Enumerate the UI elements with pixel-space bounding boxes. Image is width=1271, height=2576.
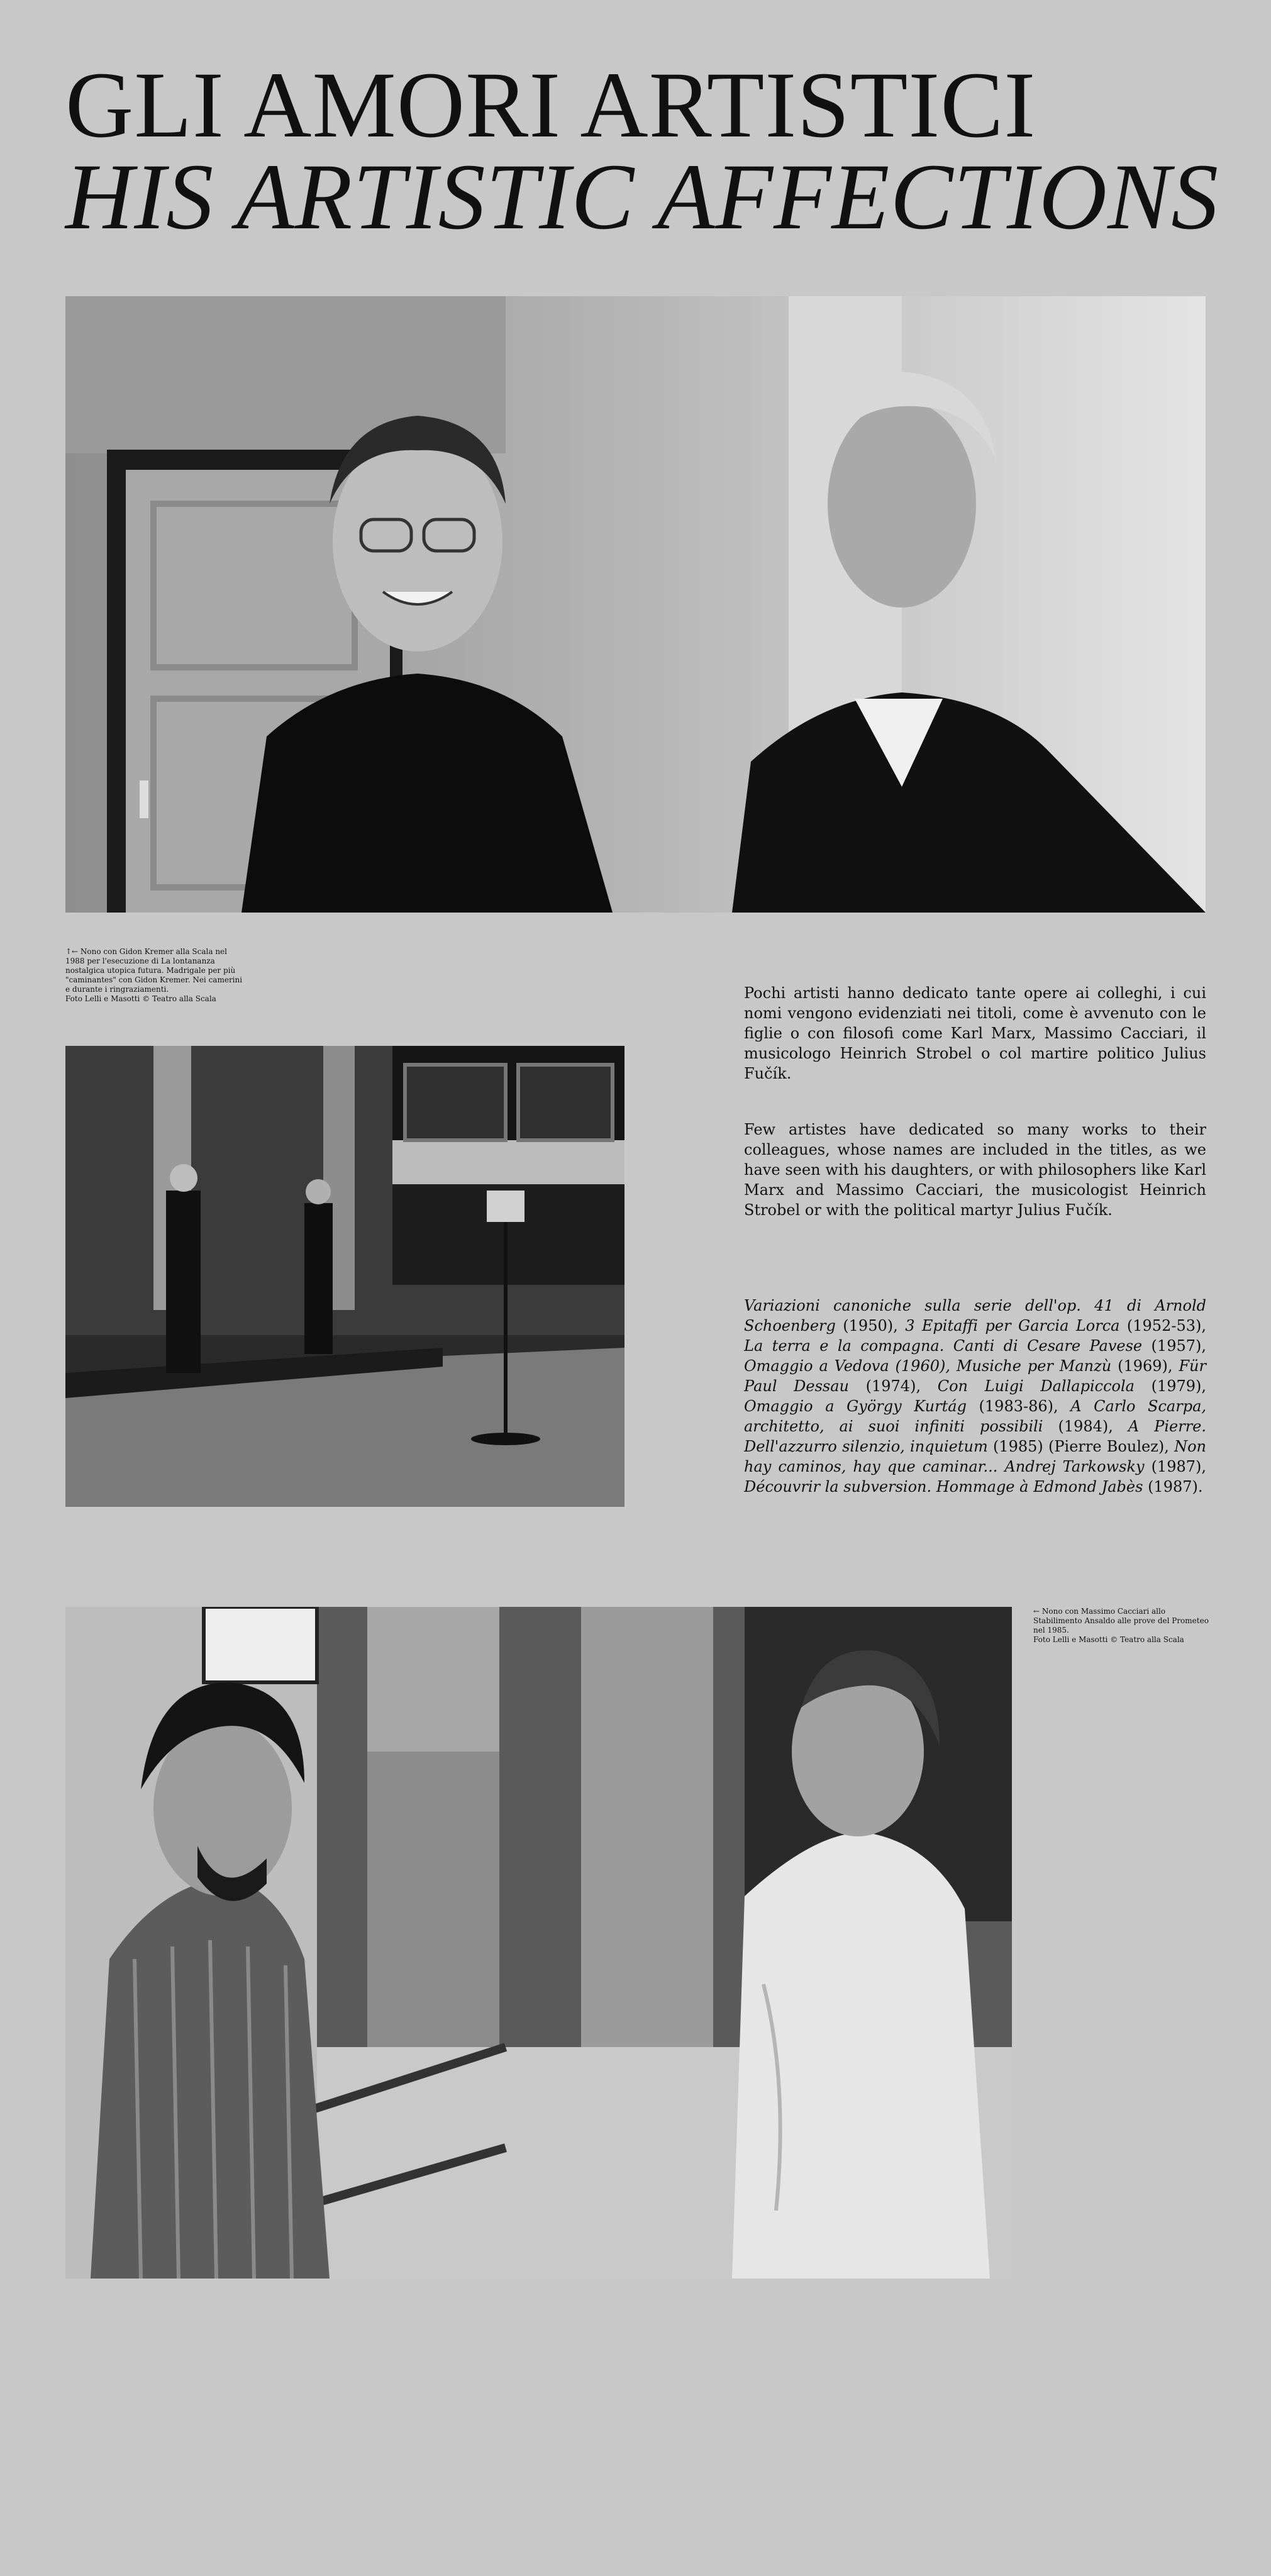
work-title: La terra e la compagna. Canti di Cesare Pavese bbox=[744, 1337, 1143, 1355]
work-title: 3 Epitaffi per Garcia Lorca bbox=[905, 1317, 1120, 1335]
work-year: (1969), bbox=[1111, 1357, 1179, 1375]
works-list bbox=[744, 1296, 1206, 1497]
title-english: HIS ARTISTIC AFFECTIONS bbox=[65, 145, 1219, 249]
caption-cacciari-text: ← Nono con Massimo Cacciari allo Stabilimento Ansaldo alle prove del Prometeo nel 1985. bbox=[1033, 1607, 1209, 1635]
work-year: (1974), bbox=[849, 1377, 938, 1395]
work-year: (1983-86), bbox=[966, 1397, 1071, 1415]
work-title: A Pierre. Dell'azzurro silenzio, inquietum bbox=[744, 1418, 1207, 1455]
work-year: (1987), bbox=[1144, 1458, 1206, 1475]
work-title: Variazioni canoniche sulla serie dell'op. 41 di Arnold Schoenberg bbox=[744, 1297, 1206, 1335]
work-year: (1952-53), bbox=[1119, 1317, 1206, 1335]
photo-nono-kremer-portrait bbox=[65, 296, 1206, 913]
work-title: Omaggio a Vedova (1960), Musiche per Manzù bbox=[744, 1357, 1112, 1375]
paragraph-italian: Pochi artisti hanno dedicato tante opere ai colleghi, i cui nomi vengono evidenziati nei titoli, come è avvenuto con le figlie o con filosofi come Karl Marx, Massimo Cacciari, il musicologo Heinrich Strobel o col martire politico Julius Fučík. bbox=[744, 984, 1206, 1082]
caption-kremer-text: ↑← Nono con Gidon Kremer alla Scala nel 1988 per l'esecuzione di La lontananza nostalgica utopica futura. Madrigale per più "caminantes" con Gidon Kremer. Nei camerini e durante i ringraziamenti. bbox=[65, 947, 243, 994]
caption-cacciari-credit: Foto Lelli e Masotti © Teatro alla Scala bbox=[1033, 1635, 1184, 1644]
work-year: (1950), bbox=[835, 1317, 906, 1335]
caption-kremer-credit: Foto Lelli e Masotti © Teatro alla Scala bbox=[65, 994, 216, 1003]
photo-nono-cacciari bbox=[65, 1607, 1012, 2279]
work-title: A Carlo Scarpa, architetto, ai suoi infiniti possibili bbox=[744, 1397, 1207, 1435]
work-title: Con Luigi Dallapiccola bbox=[937, 1377, 1135, 1395]
title-italian: GLI AMORI ARTISTICI bbox=[65, 53, 1036, 157]
work-title: Omaggio a György Kurtág bbox=[744, 1397, 967, 1415]
work-year: (1984), bbox=[1043, 1418, 1128, 1435]
photo-nono-kremer-stage bbox=[65, 1046, 624, 1507]
work-year: (1979), bbox=[1134, 1377, 1207, 1395]
work-title: Non hay caminos, hay que caminar... Andrej Tarkowsky bbox=[744, 1438, 1206, 1475]
work-year: (1957), bbox=[1142, 1337, 1206, 1355]
caption-cacciari bbox=[1033, 1607, 1216, 1645]
caption-kremer bbox=[65, 947, 248, 1004]
work-title: Découvrir la subversion. Hommage à Edmond Jabès bbox=[744, 1478, 1143, 1496]
work-year: (1985) (Pierre Boulez), bbox=[987, 1438, 1175, 1455]
paragraph-english: Few artistes have dedicated so many works to their colleagues, whose names are included in the titles, as we have seen with his daughters, or with philosophers like Karl Marx and Massimo Cacciari, the musicologist Heinrich Strobel or with the political martyr Julius Fučík. bbox=[744, 1121, 1206, 1219]
work-title: Für Paul Dessau bbox=[744, 1357, 1206, 1395]
work-year: (1987). bbox=[1143, 1478, 1203, 1496]
